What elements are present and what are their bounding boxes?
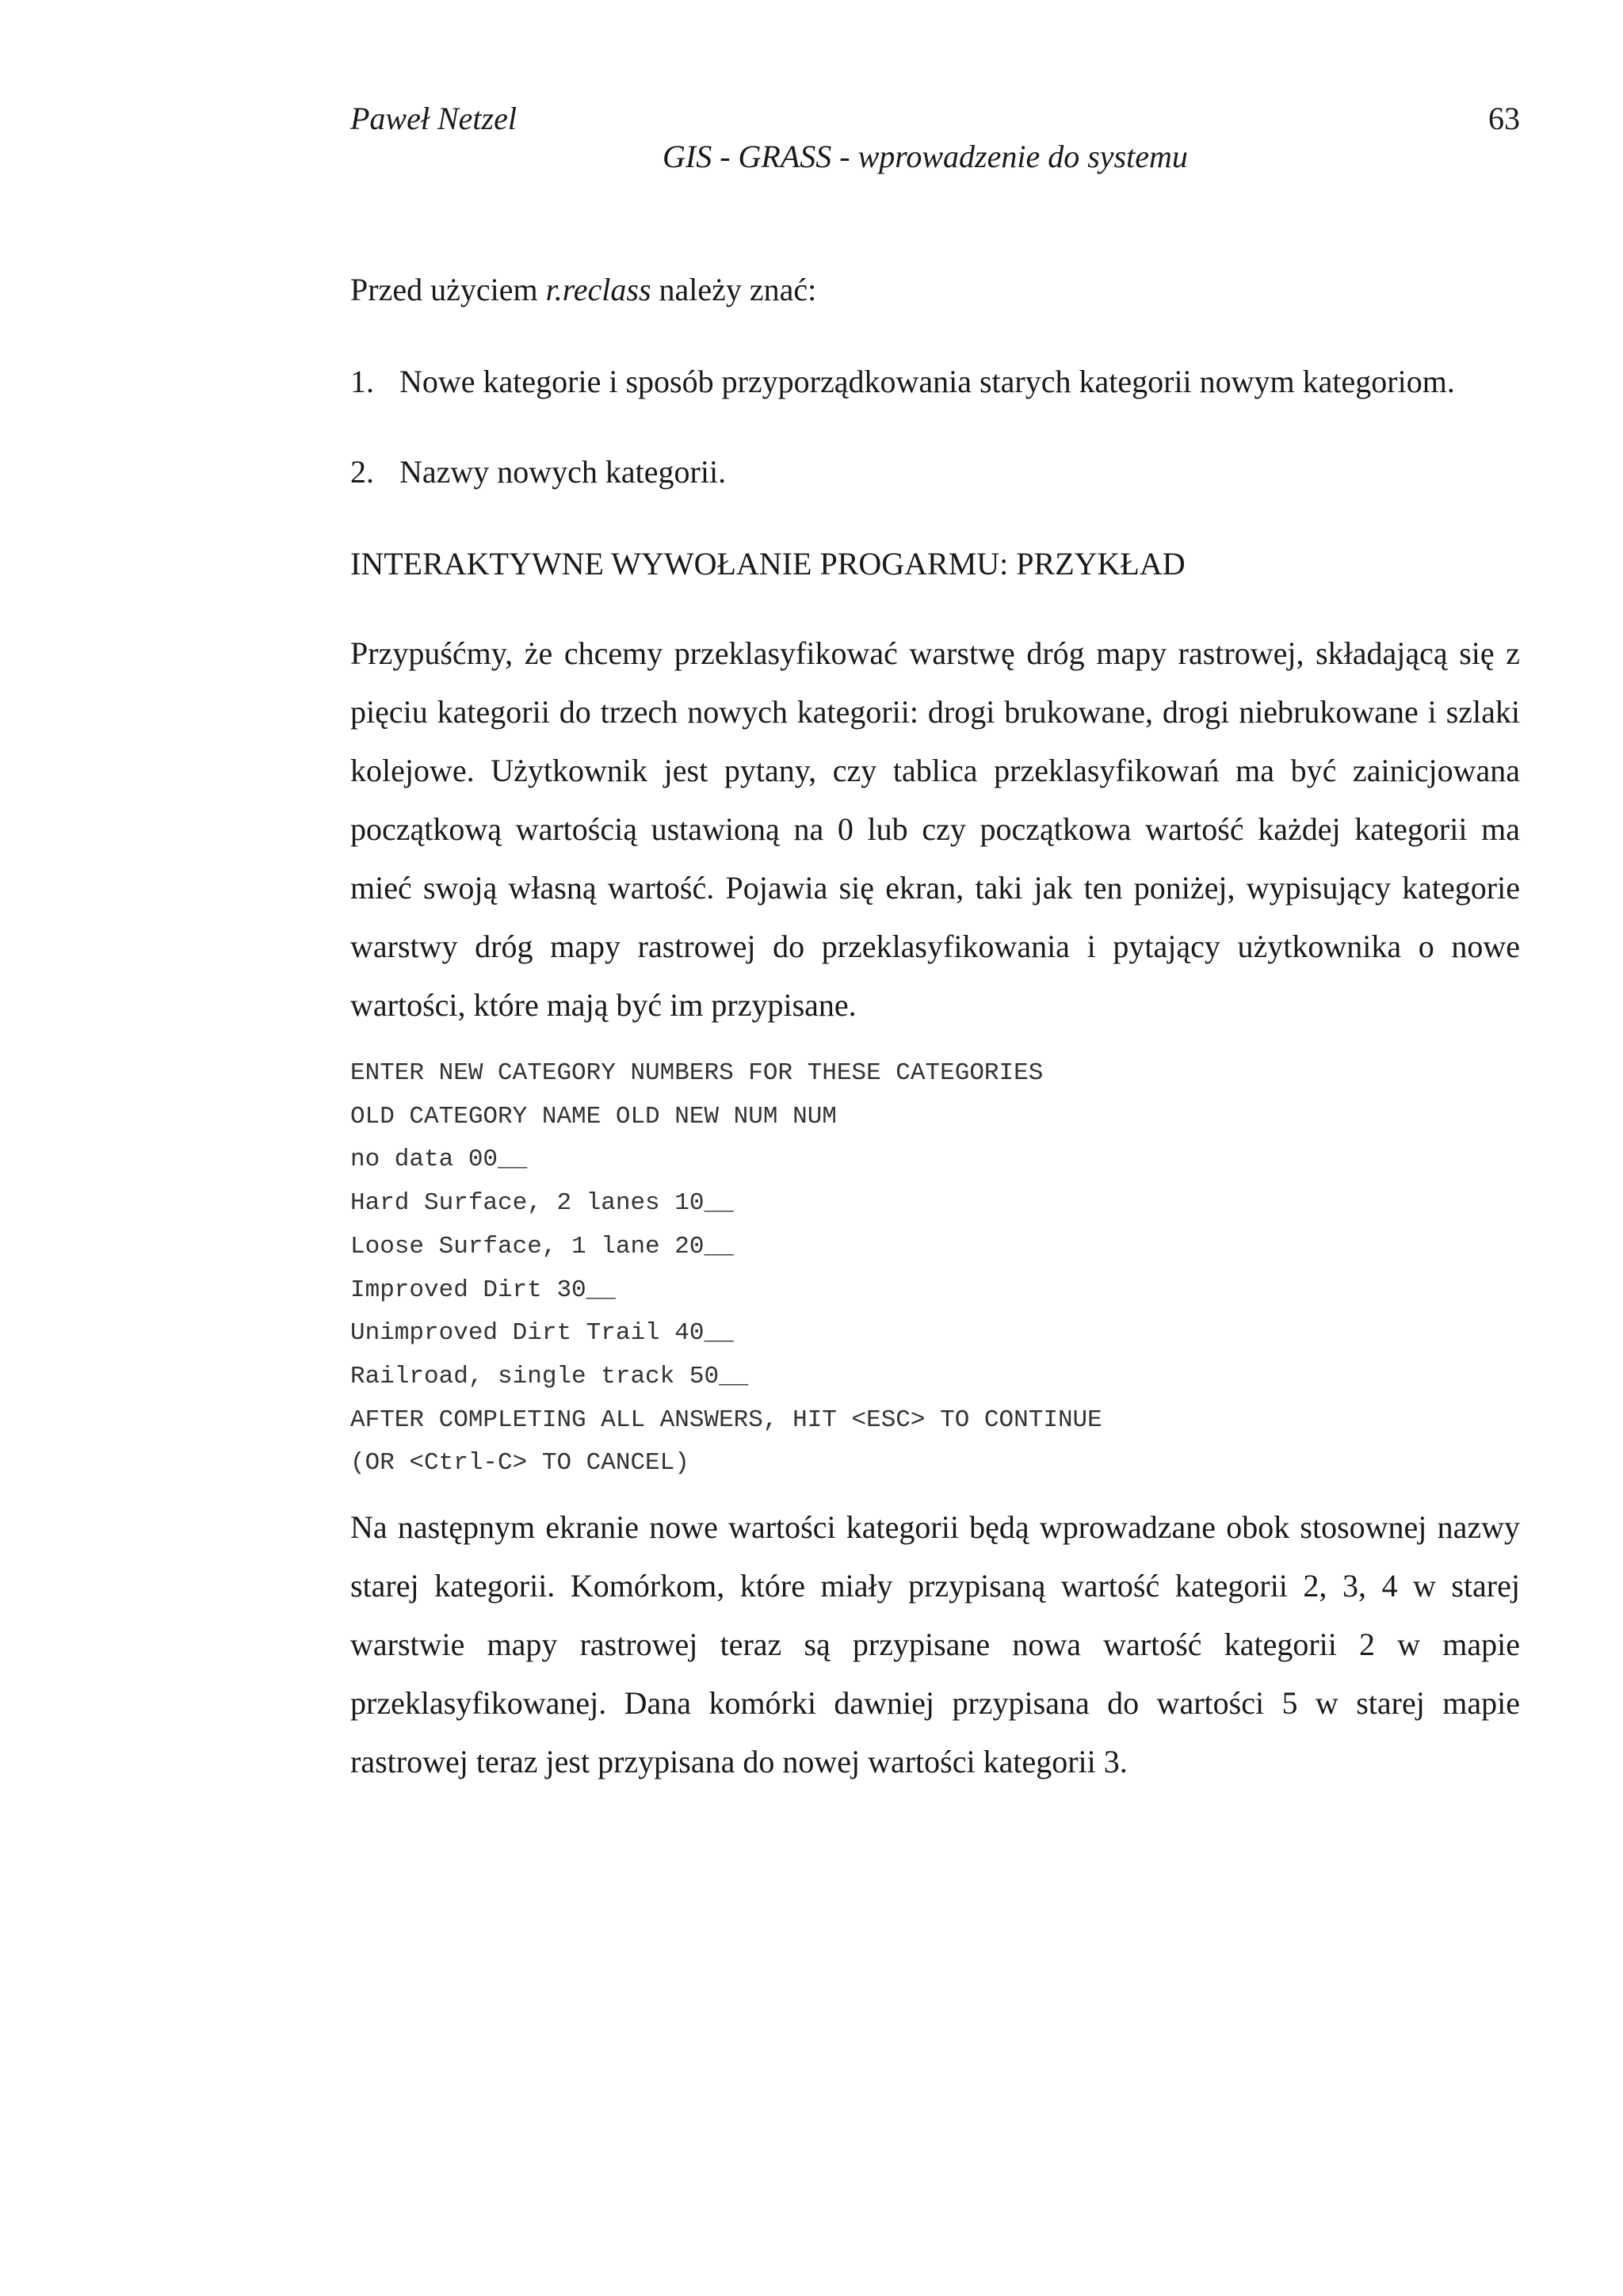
command-name: r.reclass	[545, 272, 651, 307]
page-number: 63	[1488, 101, 1520, 136]
list-item-number: 2.	[350, 454, 374, 490]
terminal-line: ENTER NEW CATEGORY NUMBERS FOR THESE CATEGORIES	[350, 1059, 1044, 1087]
header-author: Paweł Netzel	[350, 101, 517, 136]
list-item-number: 1.	[350, 364, 374, 399]
list-item	[350, 358, 1520, 406]
terminal-line: Unimproved Dirt Trail 40__	[350, 1319, 734, 1348]
intro-line	[350, 266, 1520, 314]
intro-text-after: należy znać:	[651, 272, 817, 307]
terminal-line: Hard Surface, 2 lanes 10__	[350, 1189, 734, 1218]
terminal-line: no data 00__	[350, 1146, 528, 1174]
list-item-text: Nowe kategorie i sposób przyporządkowania starych kategorii nowym kategoriom.	[399, 364, 1455, 399]
list-item-text: Nazwy nowych kategorii.	[399, 454, 727, 490]
terminal-line: Railroad, single track 50__	[350, 1362, 749, 1390]
section-heading: INTERAKTYWNE WYWOŁANIE PROGARMU: PRZYKŁAD	[350, 546, 1186, 582]
paragraph-description: Przypuśćmy, że chcemy przeklasyfikować warstwę dróg mapy rastrowej, składającą się z pięciu kategorii do trzech nowych kategorii: drogi brukowane, drogi niebrukowane i szlaki kolejowe. Użytkownik jest pytany, czy tablica przeklasyfikowań ma być zainicjowana początkową wartością ustawioną na 0 lub czy początkowa wartość każdej kategorii ma mieć swoją własną wartość. Pojawia się ekran, taki jak ten poniżej, wypisujący kategorie warstwy dróg mapy rastrowej do przeklasyfikowania i pytający użytkownika o nowe wartości, które mają być im przypisane.	[350, 635, 1520, 1023]
list-item	[350, 448, 1520, 496]
terminal-line: OLD CATEGORY NAME OLD NEW NUM NUM	[350, 1102, 837, 1131]
terminal-line: Loose Surface, 1 lane 20__	[350, 1232, 734, 1261]
header-title: GIS - GRASS - wprowadzenie do systemu	[663, 139, 1188, 174]
paragraph-explanation: Na następnym ekranie nowe wartości kategorii będą wprowadzane obok stosownej nazwy starej kategorii. Komórkom, które miały przypisaną wartość kategorii 2, 3, 4 w starej warstwie mapy rastrowej teraz są przypisane nowa wartość kategorii 2 w mapie przeklasyfikowanej. Dana komórki dawniej przypisana do wartości 5 w starej mapie rastrowej teraz jest przypisana do nowej wartości kategorii 3.	[350, 1509, 1520, 1779]
terminal-line: Improved Dirt 30__	[350, 1276, 616, 1304]
terminal-output	[350, 1052, 1102, 1486]
intro-text-before: Przed użyciem	[350, 272, 546, 307]
terminal-line: (OR <Ctrl-C> TO CANCEL)	[350, 1449, 689, 1478]
terminal-line: AFTER COMPLETING ALL ANSWERS, HIT <ESC> TO CONTINUE	[350, 1405, 1102, 1434]
